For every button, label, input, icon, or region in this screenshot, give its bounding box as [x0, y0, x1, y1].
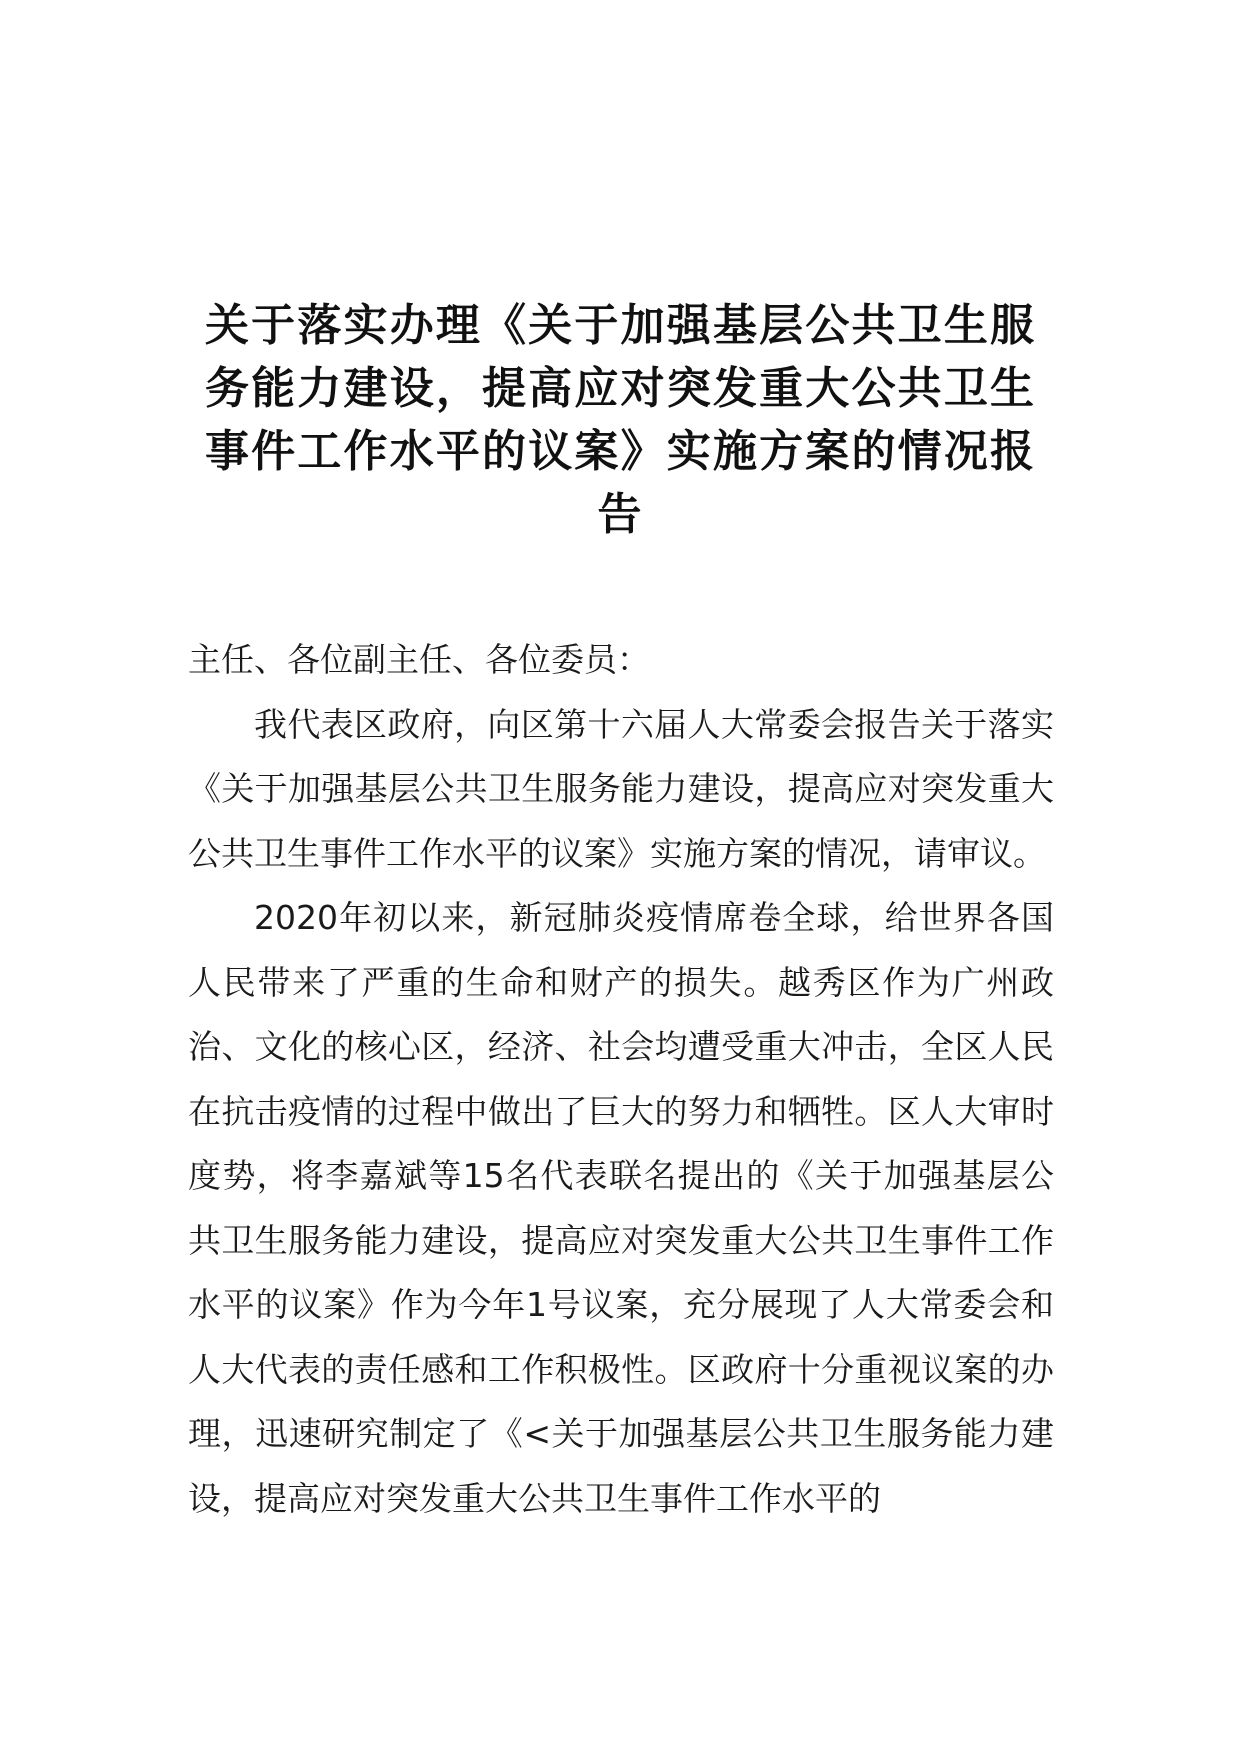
body-paragraph-2: 2020年初以来，新冠肺炎疫情席卷全球，给世界各国人民带来了严重的生命和财产的损失。越秀区作为广州政治、文化的核心区，经济、社会均遭受重大冲击，全区人民在抗击疫情的过程中做出了巨大的努力和牺牲。区人大审时度势，将李嘉斌等15名代表联名提出的《关于加强基层公共卫生服务能力建设，提高应对突发重大公共卫生事件工作水平的议案》作为今年1号议案，充分展现了人大常委会和人大代表的责任感和工作积极性。区政府十分重视议案的办理，迅速研究制定了《<关于加强基层公共卫生服务能力建设，提高应对突发重大公共卫生事件工作水平的	[188, 898, 1054, 1518]
document-body	[188, 628, 1054, 1531]
document-title: 关于落实办理《关于加强基层公共卫生服务能力建设，提高应对突发重大公共卫生事件工作水平的议案》实施方案的情况报告	[205, 300, 1035, 540]
salutation: 主任、各位副主任、各位委员：	[188, 640, 650, 679]
body-paragraph-1: 我代表区政府，向区第十六届人大常委会报告关于落实《关于加强基层公共卫生服务能力建设，提高应对突发重大公共卫生事件工作水平的议案》实施方案的情况，请审议。	[188, 704, 1054, 873]
